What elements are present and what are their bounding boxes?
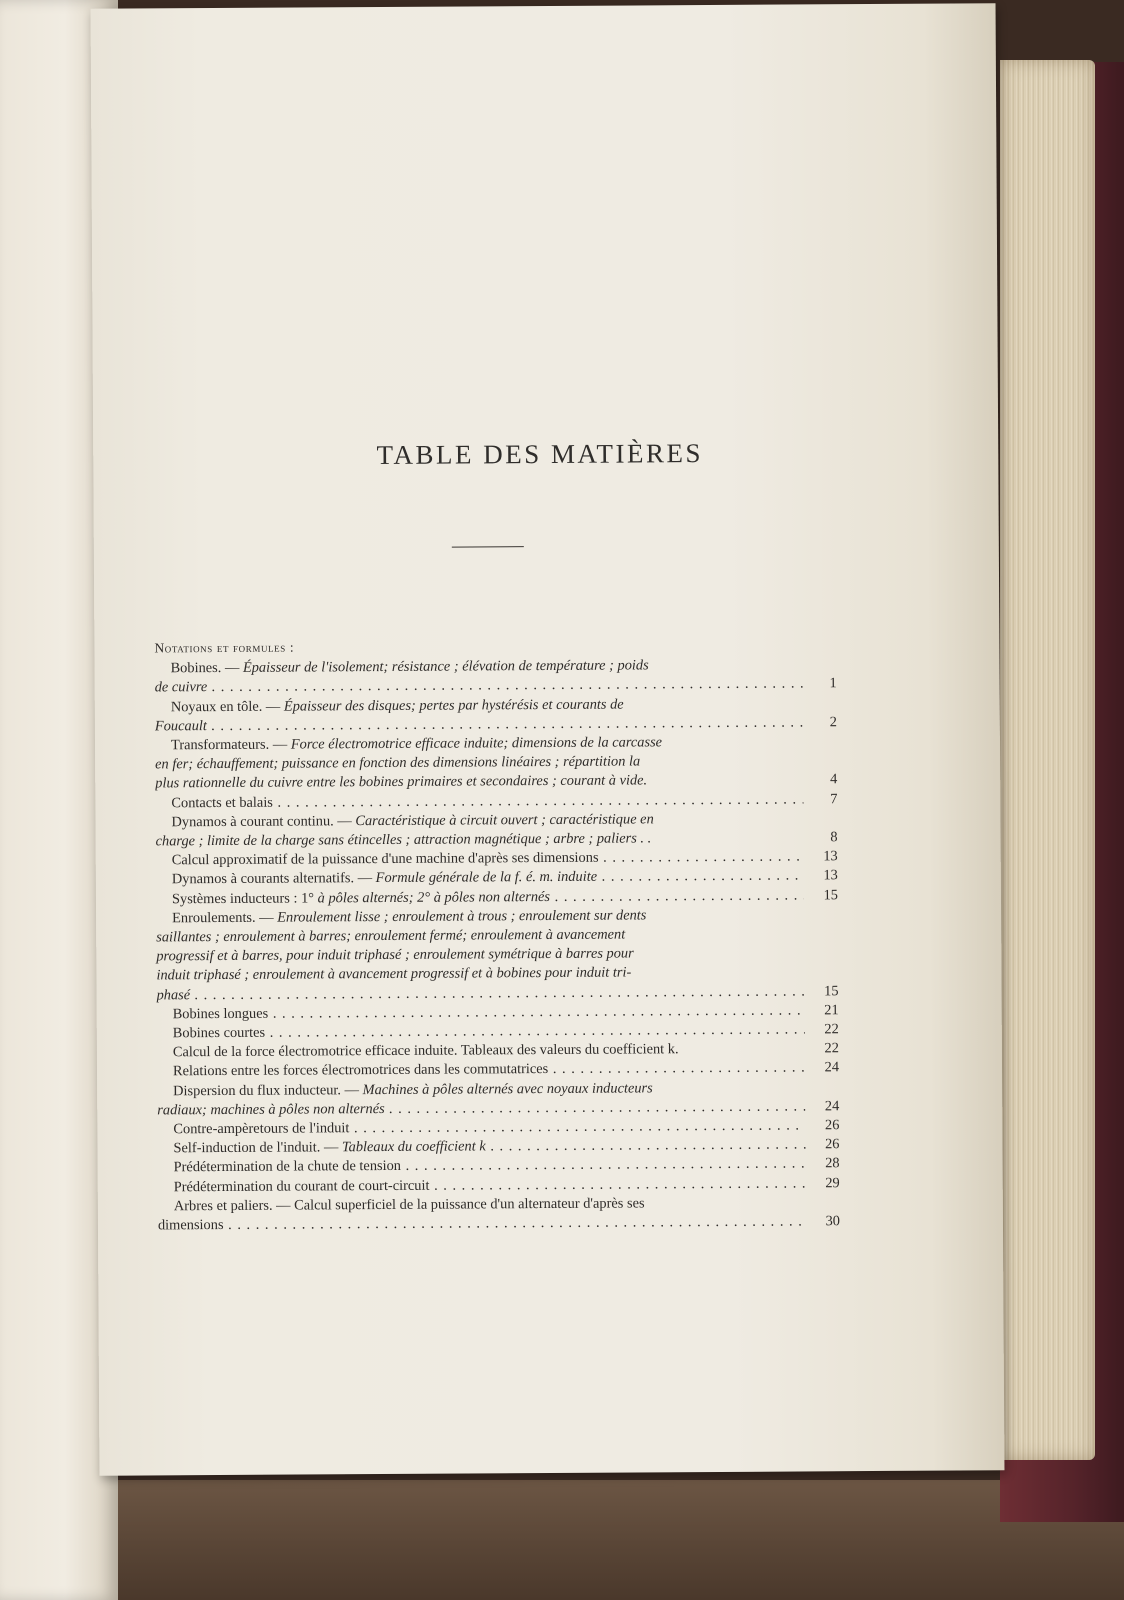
page-number: 13 <box>823 848 838 865</box>
toc-entry: Enroulements. — Enroulement lisse ; enroulement à trous ; enroulement sur dents saillantes ; enroulement à barres; enroulement fermé; enroulement à avancement progressif et à barres, pour induit triphasé ; enroulement symétrique à barres pour induit triphasé ; enroulement à avancement progressif et à bobines pour induit tri- phasé . . . 15 <box>156 905 839 1005</box>
page-number: 13 <box>823 867 838 884</box>
toc-entry: Contacts et balais . . . 7 <box>155 790 837 813</box>
page-number: 4 <box>829 771 838 788</box>
toc-entry: Contre-ampèretours de l'induit . . . 26 <box>157 1116 839 1139</box>
toc-entry: Bobines. — Épaisseur de l'isolement; résistance ; élévation de température ; poids de cuivre . . . 1 <box>155 655 837 698</box>
page-number: 29 <box>825 1174 840 1191</box>
page-number: 15 <box>823 886 839 903</box>
toc-entry: Dynamos à courant continu. — Caractéristique à circuit ouvert ; caractéristique en charge ; limite de la charge sans étincelles ; attraction magnétique ; arbre ; paliers . . 8 <box>155 811 838 850</box>
page-number: 24 <box>824 1059 840 1076</box>
page-number: 22 <box>824 1021 839 1038</box>
toc-entry: Transformateurs. — Force électromotrice efficace induite; dimensions de la carcasse en fer; échauffement; puissance en fonction des dimensions linéaires ; répartition la plus rationnelle du cuivre entre les bobines primaires et secondaires ; courant à vide. 4 <box>155 734 838 792</box>
title-rule <box>452 546 524 547</box>
page-number: 30 <box>825 1213 840 1230</box>
page-number: 7 <box>830 790 838 807</box>
toc-entry: Self-induction de l'induit. — Tableaux du coefficient k . . . 26 <box>157 1136 839 1159</box>
toc-entry: Arbres et paliers. — Calcul superficiel de la puissance d'un alternateur d'après ses dimensions . . . 30 <box>158 1193 840 1236</box>
page-number: 26 <box>825 1136 840 1153</box>
page-number: 22 <box>824 1040 839 1057</box>
toc-entry: Calcul de la force électromotrice efficace induite. Tableaux des valeurs du coefficient k. 22 <box>172 1040 839 1061</box>
section-heading: Notations et formules : <box>154 639 295 656</box>
page-number: 1 <box>829 675 837 692</box>
page-number: 2 <box>829 714 837 731</box>
table-surface <box>0 1480 1124 1600</box>
page-number: 28 <box>825 1155 840 1172</box>
toc-entry: Calcul approximatif de la puissance d'une machine d'après ses dimensions . . . 13 <box>156 847 838 870</box>
toc-entry: Dynamos à courants alternatifs. — Formule générale de la f. é. m. induite . . . 13 <box>156 867 838 890</box>
book-page <box>91 3 1005 1476</box>
toc-entry: Systèmes inducteurs : 1° à pôles alternés; 2° à pôles non alternés . . . 15 <box>156 886 838 909</box>
toc-entry: Prédétermination de la chute de tension . . . 28 <box>158 1155 840 1178</box>
page-number: 8 <box>830 829 838 846</box>
toc-entry: Bobines courtes . . . 22 <box>157 1020 839 1043</box>
toc-entry: Bobines longues . . . 21 <box>157 1001 839 1024</box>
toc-entry: Relations entre les forces électromotrices dans les commutatrices . . . 24 <box>157 1059 839 1082</box>
page-number: 24 <box>824 1098 840 1115</box>
toc-entry: Dispersion du flux inducteur. — Machines à pôles alternés avec noyaux inducteurs radiaux; machines à pôles non alternés . . . 24 <box>157 1078 839 1121</box>
page-number: 21 <box>824 1002 839 1019</box>
toc-entry: Noyaux en tôle. — Épaisseur des disques; pertes par hystérésis et courants de Foucault . . . 2 <box>155 694 837 737</box>
toc-entry: Prédétermination du courant de court-circuit . . . 29 <box>158 1174 840 1197</box>
page-number: 26 <box>824 1117 840 1134</box>
table-of-contents <box>154 634 840 1235</box>
page-number: 15 <box>824 982 839 999</box>
page-title: TABLE DES MATIÈRES <box>376 438 704 471</box>
page-edges <box>1000 60 1095 1460</box>
